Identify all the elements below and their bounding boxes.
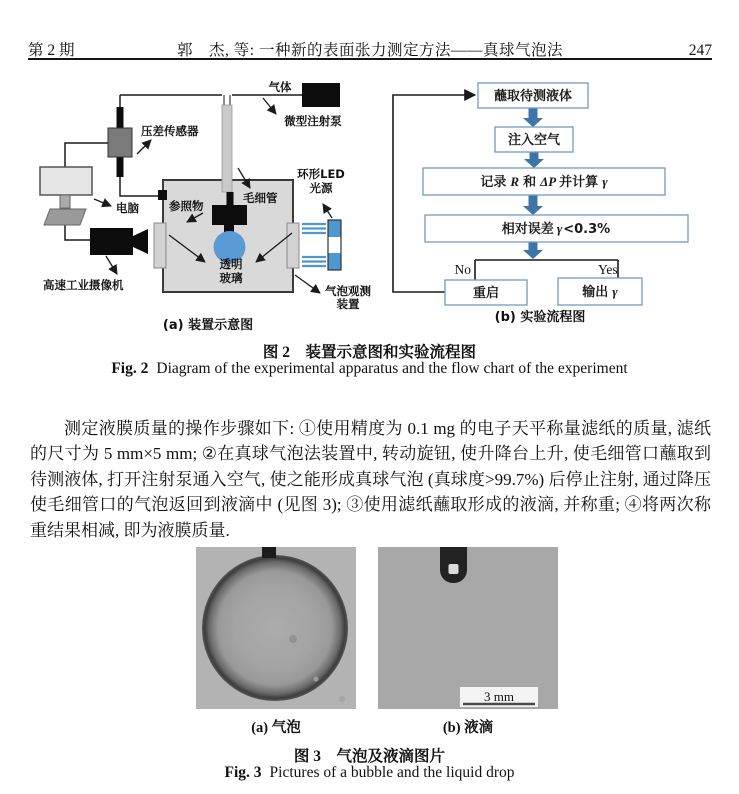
label-pressure-sensor: 压差传感器 [141,124,199,138]
label-observer-2: 装置 [336,297,360,311]
flow-restart: 重启 [472,286,500,301]
flow-chart [385,78,715,330]
flow-yes-label: Yes [598,262,618,277]
label-observer-1: 气泡观测 [325,284,371,298]
scale-bar [460,687,538,707]
figure3 [196,547,558,737]
figure3-caption-en-text: Pictures of a bubble and the liquid drop [269,764,515,781]
drop-photo [378,547,558,709]
flow-step-record: 记录 R 和 ΔP 并计算 γ [480,174,608,190]
apparatus-diagram [30,78,390,336]
glass-panel-left [154,223,166,268]
syringe-pump [302,83,340,107]
reference-block-stub [224,225,234,232]
label-computer: 电脑 [116,201,139,215]
label-syringe-pump: 微型注射泵 [284,114,342,128]
photo-b-label: (b) 液滴 [442,720,494,736]
label-camera: 高速工业摄像机 [43,278,124,292]
figure2-caption-en-prefix: Fig. 2 [111,360,149,377]
page-header [28,38,712,60]
label-glass-1: 透明 [219,257,243,271]
figure3-caption-zh: 图 3 气泡及液滴图片 [293,748,446,765]
figure2 [30,78,715,336]
photo-block-bubble [196,547,356,737]
led-light-source [302,220,341,270]
flow-output: 输出 γ [582,284,618,300]
photo-a-label: (a) 气泡 [251,720,301,736]
flow-no-label: No [454,262,471,277]
computer [40,167,92,225]
label-gas: 气体 [268,80,292,94]
photo-block-drop [378,547,558,737]
figure2-caption-en [0,360,739,378]
capillary-tube [222,105,232,192]
pressure-sensor [108,107,132,177]
camera [90,228,148,255]
journal-issue: 第 2 期 [28,42,75,59]
drop-highlight [449,564,459,574]
page-number: 247 [688,42,712,59]
header-rule [28,58,712,60]
label-reference: 参照物 [169,199,204,213]
capillary-tip-photo-a [262,547,276,558]
flow-step-dip: 蘸取待测液体 [493,89,573,104]
body-paragraph: 测定液膜质量的操作步骤如下: ①使用精度为 0.1 mg 的电子天平称量滤纸的质量, 滤纸的尺寸为 5 mm×5 mm; ②在真球气泡法装置中, 转动旋钮, 使升降台上升, 使毛细管口蘸取到待测液体, 打开注射泵通入空气, 使之能形成真球气泡 (真球度>99.7%) 后停止注射, 通过降压使毛细管口的气泡返回到液滴中 (见图 3); ③使用滤纸蘸取形成的液滴, 并称重; ④将两次称重结果相减, 即为液膜质量. [30,419,711,540]
label-led-2: 光源 [309,181,333,195]
label-capillary: 毛细管 [243,191,278,205]
scale-bar-label: 3 mm [484,689,514,704]
capillary-tip [227,192,234,205]
bubble-photo [196,547,356,709]
running-title: 郭 杰, 等: 一种新的表面张力测定方法——真球气泡法 [177,42,563,59]
label-glass-2: 玻璃 [219,271,243,285]
label-led-1: 环形LED [297,167,345,181]
figure2-caption-zh: 图 2 装置示意图和实验流程图 [262,344,477,361]
bubble-circle [202,555,348,701]
figure3-caption-en [0,764,739,782]
glass-panel-right [287,223,299,268]
figure2-caption-en-text: Diagram of the experimental apparatus and the flow chart of the experiment [156,360,628,377]
flow-step-inject: 注入空气 [507,133,561,148]
figure3-caption-en-prefix: Fig. 3 [224,764,262,781]
flow-step-error: 相对误差 γ<0.3% [501,221,611,237]
apparatus-subcaption: (a) 装置示意图 [162,318,254,333]
flowchart-subcaption: (b) 实验流程图 [494,310,586,325]
reference-block [212,205,247,225]
chamber-port [158,190,167,200]
